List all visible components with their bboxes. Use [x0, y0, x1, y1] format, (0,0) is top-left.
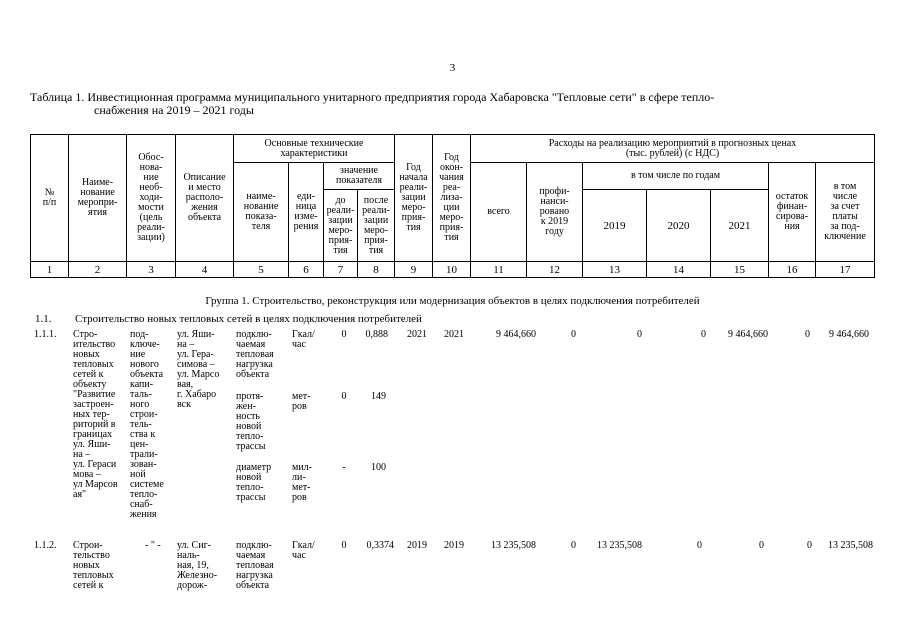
table-header	[30, 134, 875, 278]
row-value-before: 0	[341, 329, 347, 340]
row-value-after: 149	[371, 391, 386, 402]
row-indicator-unit: мет- ров	[292, 391, 311, 412]
row-indicator-name: протя- жен- ность новой тепло- трассы	[236, 391, 266, 452]
row-value-after: 0,888	[365, 329, 388, 340]
row-indicator-name: подклю- чаемая тепловая нагрузка объекта	[236, 329, 274, 380]
col-number: 12	[527, 262, 583, 278]
row-value-before: 0	[341, 391, 347, 402]
col-number: 14	[647, 262, 711, 278]
row-indicator-unit: мил- ли- мет- ров	[292, 462, 312, 503]
row-indicator-unit: Гкал/ час	[292, 329, 315, 350]
col-number: 6	[289, 262, 324, 278]
row-2021: 0	[759, 540, 764, 551]
row-2020: 0	[697, 540, 702, 551]
group-title: Группа 1. Строительство, реконструкция или модернизация объектов в целях подключения потребителей	[205, 295, 700, 307]
col-head-name: Наиме- нование меропри- ятия	[69, 135, 127, 262]
col-head-description: Описание и место располо- жения объекта	[176, 135, 234, 262]
col-number: 2	[69, 262, 127, 278]
row-value-before: -	[342, 462, 346, 473]
row-year-end: 2021	[444, 329, 464, 340]
row-description: ул. Сиг- наль- ная, 19, Железно- дорож-	[177, 540, 218, 591]
col-number: 17	[816, 262, 875, 278]
col-head-unit: еди- ница изме- рения	[289, 163, 324, 262]
row-value-after: 0,3374	[366, 540, 394, 551]
col-head-by-years: в том числе по годам	[583, 163, 769, 190]
col-head-2021: 2021	[711, 190, 769, 262]
col-head-value-group: значение показателя	[324, 163, 395, 190]
page-number: 3	[449, 62, 456, 74]
row-number: 1.1.2.	[34, 540, 57, 551]
table-title-line-1: Таблица 1. Инвестиционная программа муниципального унитарного предприятия города Хабаровска "Тепловые сети" в сфере тепло-	[30, 90, 715, 104]
row-remaining: 0	[807, 540, 812, 551]
row-total: 13 235,508	[491, 540, 536, 551]
row-connection-fee: 9 464,660	[829, 329, 869, 340]
section-title: Строительство новых тепловых сетей в целях подключения потребителей	[75, 313, 422, 325]
col-number: 13	[583, 262, 647, 278]
col-head-2019: 2019	[583, 190, 647, 262]
row-prefinanced: 0	[571, 329, 576, 340]
col-number: 16	[769, 262, 816, 278]
row-value-after: 100	[371, 462, 386, 473]
row-name: Строи- тельство новых тепловых сетей к	[73, 540, 114, 591]
row-indicator-name: подклю- чаемая тепловая нагрузка объекта	[236, 540, 274, 591]
col-head-after: после реали- зации меро- прия- тия	[358, 190, 395, 262]
row-2021: 9 464,660	[728, 329, 768, 340]
col-number: 7	[324, 262, 358, 278]
col-head-total: всего	[471, 163, 527, 262]
row-year-end: 2019	[444, 540, 464, 551]
col-number: 8	[358, 262, 395, 278]
col-head-connection-fee: в том числе за счет платы за под- ключение	[816, 163, 875, 262]
col-head-2020: 2020	[647, 190, 711, 262]
col-head-year-end: Год окон- чания реа- лиза- ции меро- прия- тия	[433, 135, 471, 262]
col-head-num: № п/п	[31, 135, 69, 262]
row-indicator-unit: Гкал/ час	[292, 540, 315, 561]
row-value-before: 0	[341, 540, 347, 551]
col-head-prefinanced: профи- нанси- ровано к 2019 году	[527, 163, 583, 262]
table-title	[30, 91, 880, 117]
row-justification: под- ключе- ние нового объекта капи- таль- ного строи- тель- ства к цен- трали- зован- ной системе тепло- снаб- жения	[130, 329, 164, 520]
row-remaining: 0	[805, 329, 810, 340]
row-connection-fee: 13 235,508	[828, 540, 873, 551]
col-head-justification: Обос- нова- ние необ- ходи- мости (цель реали- зации)	[127, 135, 176, 262]
row-description: ул. Яши- на – ул. Гера- симова – ул. Марсо вая, г. Хабаро вск	[177, 329, 220, 410]
col-head-before: до реали- зации меро- прия- тия	[324, 190, 358, 262]
col-head-remaining: остаток финан- сирова- ния	[769, 163, 816, 262]
section-number: 1.1.	[35, 313, 52, 325]
row-year-start: 2019	[407, 540, 427, 551]
col-number: 1	[31, 262, 69, 278]
row-indicator-name: диаметр новой тепло- трассы	[236, 462, 272, 503]
row-year-start: 2021	[407, 329, 427, 340]
col-head-indicator: наиме- нование показа- теля	[234, 163, 289, 262]
col-head-costs-group: Расходы на реализацию мероприятий в прогнозных ценах (тыс. рублей) (с НДС)	[471, 135, 875, 163]
col-number: 5	[234, 262, 289, 278]
row-name: Стро- ительство новых тепловых сетей к объекту "Развитие застроен- ных тер- риторий в границах ул. Яши- на – ул. Гераси мова – ул Марсов ая"	[73, 329, 118, 500]
table-title-line-2: снабжения на 2019 – 2021 годы	[94, 103, 254, 117]
col-number: 4	[176, 262, 234, 278]
col-head-year-start: Год начала реали- зации меро- прия- тия	[395, 135, 433, 262]
col-number: 3	[127, 262, 176, 278]
row-2019: 13 235,508	[597, 540, 642, 551]
row-number: 1.1.1.	[34, 329, 57, 340]
col-number: 11	[471, 262, 527, 278]
row-prefinanced: 0	[571, 540, 576, 551]
row-justification: - " -	[145, 540, 161, 551]
row-total: 9 464,660	[496, 329, 536, 340]
col-number: 15	[711, 262, 769, 278]
col-head-tech-group: Основные технические характеристики	[234, 135, 395, 163]
col-number: 9	[395, 262, 433, 278]
col-number: 10	[433, 262, 471, 278]
row-2020: 0	[701, 329, 706, 340]
row-2019: 0	[637, 329, 642, 340]
